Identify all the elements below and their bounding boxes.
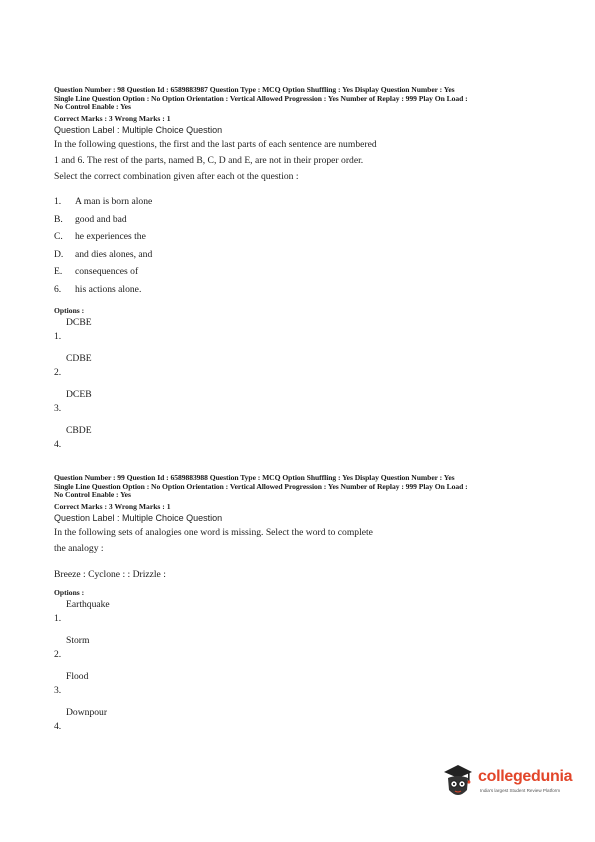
option-item[interactable]: [54, 597, 554, 633]
option-item[interactable]: [54, 633, 554, 669]
part-text: good and bad: [75, 213, 127, 225]
sentence-part: [54, 210, 554, 228]
option-item[interactable]: [54, 669, 554, 705]
option-number: 4.: [54, 720, 62, 732]
option-text: Flood: [66, 670, 89, 682]
marks-line: Correct Marks : 3 Wrong Marks : 1: [54, 501, 171, 511]
question-label: Question Label : Multiple Choice Question: [54, 124, 223, 135]
option-number: 3.: [54, 684, 62, 696]
question-text-line: In the following questions, the first and the last parts of each sentence are numbered: [54, 138, 377, 150]
question-99: [54, 474, 554, 741]
question-text: [54, 525, 554, 557]
meta-line: Question Number : 99 Question Id : 6589883988 Question Type : MCQ Option Shuffling : Yes Display Question Number : Yes: [54, 473, 455, 482]
sentence-part: [54, 280, 554, 298]
part-text: consequences of: [75, 266, 139, 278]
question-text-line: the analogy :: [54, 542, 104, 554]
option-number: 2.: [54, 648, 62, 660]
part-text: he experiences the: [75, 231, 146, 243]
meta-line: Single Line Question Option : No Option Orientation : Vertical Allowed Progression : Yes Number of Replay : 999 Play On Load :: [54, 93, 468, 103]
options-list: [54, 315, 554, 459]
part-label: B.: [54, 213, 63, 225]
question-text-line: Select the correct combination given after each ot the question :: [54, 170, 299, 182]
option-item[interactable]: [54, 423, 554, 459]
meta-line: Single Line Question Option : No Option Orientation : Vertical Allowed Progression : Yes Number of Replay : 999 Play On Load :: [54, 481, 468, 491]
option-number: 4.: [54, 438, 62, 450]
brand-name: collegedunia: [478, 768, 573, 785]
brand-tagline: India's largest Student Review Platform: [480, 788, 561, 793]
option-item[interactable]: [54, 387, 554, 423]
option-text: Storm: [66, 634, 90, 646]
sentence-part: [54, 193, 554, 211]
graduate-mascot-icon: [440, 762, 476, 802]
options-heading: Options :: [54, 305, 85, 315]
analogy-text: Breeze : Cyclone : : Drizzle :: [54, 568, 166, 580]
option-number: 2.: [54, 366, 62, 378]
sentence-part: [54, 263, 554, 281]
option-text: Downpour: [66, 706, 108, 718]
meta-line: No Control Enable : Yes: [54, 102, 131, 112]
option-text: DCEB: [66, 388, 92, 400]
part-text: his actions alone.: [75, 283, 142, 295]
part-label: D.: [54, 248, 64, 260]
question-text-line: 1 and 6. The rest of the parts, named B, C, D and E, are not in their proper order.: [54, 154, 364, 166]
part-text: A man is born alone: [75, 196, 153, 208]
question-98: [54, 86, 554, 459]
meta-line: No Control Enable : Yes: [54, 490, 131, 500]
option-text: DCBE: [66, 316, 92, 328]
meta-line: Question Number : 98 Question Id : 6589883987 Question Type : MCQ Option Shuffling : Yes Display Question Number : Yes: [54, 85, 455, 94]
option-number: 1.: [54, 330, 62, 342]
part-text: and dies alones, and: [75, 248, 153, 260]
question-meta: [54, 474, 554, 500]
part-label: 1.: [54, 196, 62, 208]
option-number: 3.: [54, 402, 62, 414]
collegedunia-logo: [440, 762, 580, 802]
option-text: Earthquake: [66, 598, 110, 610]
question-text-line: In the following sets of analogies one word is missing. Select the word to complete: [54, 526, 373, 538]
option-number: 1.: [54, 612, 62, 624]
sentence-parts-list: [54, 193, 554, 298]
option-item[interactable]: [54, 315, 554, 351]
part-label: E.: [54, 266, 63, 278]
part-label: C.: [54, 231, 63, 243]
options-list: [54, 597, 554, 741]
options-heading: Options :: [54, 587, 85, 597]
option-item[interactable]: [54, 705, 554, 741]
sentence-part: [54, 245, 554, 263]
marks-line: Correct Marks : 3 Wrong Marks : 1: [54, 113, 171, 123]
option-text: CBDE: [66, 424, 92, 436]
sentence-part: [54, 228, 554, 246]
question-meta: [54, 86, 554, 112]
option-text: CDBE: [66, 352, 92, 364]
question-label: Question Label : Multiple Choice Question: [54, 512, 223, 523]
part-label: 6.: [54, 283, 62, 295]
option-item[interactable]: [54, 351, 554, 387]
question-text: [54, 137, 554, 185]
